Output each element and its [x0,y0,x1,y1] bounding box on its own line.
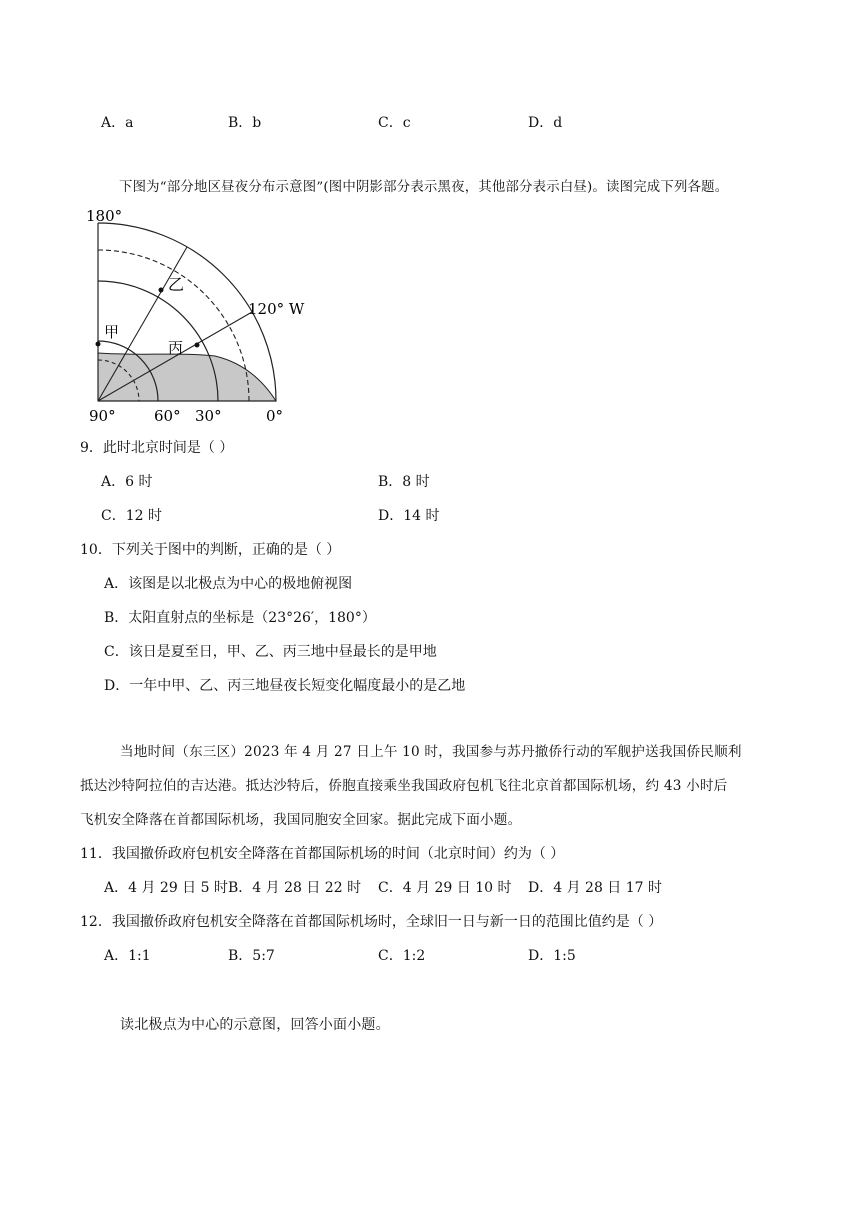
label-0: 0° [266,407,284,425]
intro-paragraph-1: 下图为“部分地区昼夜分布示意图”(图中阴影部分表示黑夜，其他部分表示白昼)。读图完成下列各题。 [119,180,729,195]
label-jia: 甲 [104,323,120,341]
q9-option-d: D．14 时 [378,508,440,524]
q12-option-a: A．1:1 [104,948,151,964]
night-shaded-area [98,353,276,401]
point-bing [195,343,200,348]
q11-stem: 11．我国撤侨政府包机安全降落在首都国际机场的时间（北京时间）约为（ ） [80,846,565,862]
day-night-figure [80,206,320,428]
intro-paragraph-3: 读北极点为中心的示意图，回答小面小题。 [120,1017,390,1033]
q10-option-c: C．该日是夏至日，甲、乙、丙三地中昼最长的是甲地 [104,644,437,660]
q12-option-c: C．1:2 [378,948,426,964]
label-60: 60° [154,407,181,425]
q11-option-c: C．4 月 29 日 10 时 [378,880,512,896]
q9-stem: 9．此时北京时间是（ ） [80,440,234,456]
q11-option-d: D．4 月 28 日 17 时 [528,880,663,896]
q8-option-b: B．b [228,115,262,131]
label-90: 90° [89,407,116,425]
label-bing: 丙 [168,339,184,357]
q12-stem: 12．我国撤侨政府包机安全降落在首都国际机场时，全球旧一日与新一日的范围比值约是（ ） [80,914,663,930]
q10-option-a: A．该图是以北极点为中心的极地俯视图 [104,576,353,592]
label-30: 30° [195,407,222,425]
label-180: 180° [86,207,123,225]
q12-option-d: D．1:5 [528,948,576,964]
q8-option-c: C．c [378,115,411,131]
q10-stem: 10．下列关于图中的判断，正确的是（ ） [80,542,341,558]
q8-option-a: A．a [101,115,134,131]
q10-option-b: B．太阳直射点的坐标是（23°26′，180°） [104,610,376,626]
q9-option-a: A．6 时 [101,474,153,490]
q11-option-a: A．4 月 29 日 5 时 [104,880,228,896]
q8-option-d: D．d [528,115,563,131]
intro-paragraph-2-line-3: 飞机安全降落在首都国际机场，我国同胞安全回家。据此完成下面小题。 [80,812,522,828]
q10-option-d: D．一年中甲、乙、丙三地昼夜长短变化幅度最小的是乙地 [104,678,466,694]
q9-option-c: C．12 时 [101,508,162,524]
label-120w: 120° W [248,300,305,318]
q9-option-b: B．8 时 [378,474,430,490]
point-jia [96,342,101,347]
q11-option-b: B．4 月 28 日 22 时 [228,880,362,896]
point-yi [159,288,164,293]
label-yi: 乙 [168,275,185,294]
intro-paragraph-2-line-2: 抵达沙特阿拉伯的吉达港。抵达沙特后，侨胞直接乘坐我国政府包机飞往北京首都国际机场，约 43 小时后 [80,778,728,794]
intro-paragraph-2-line-1: 当地时间（东三区）2023 年 4 月 27 日上午 10 时，我国参与苏丹撤侨行动的军舰护送我国侨民顺利 [120,744,742,760]
q12-option-b: B．5:7 [228,948,275,964]
